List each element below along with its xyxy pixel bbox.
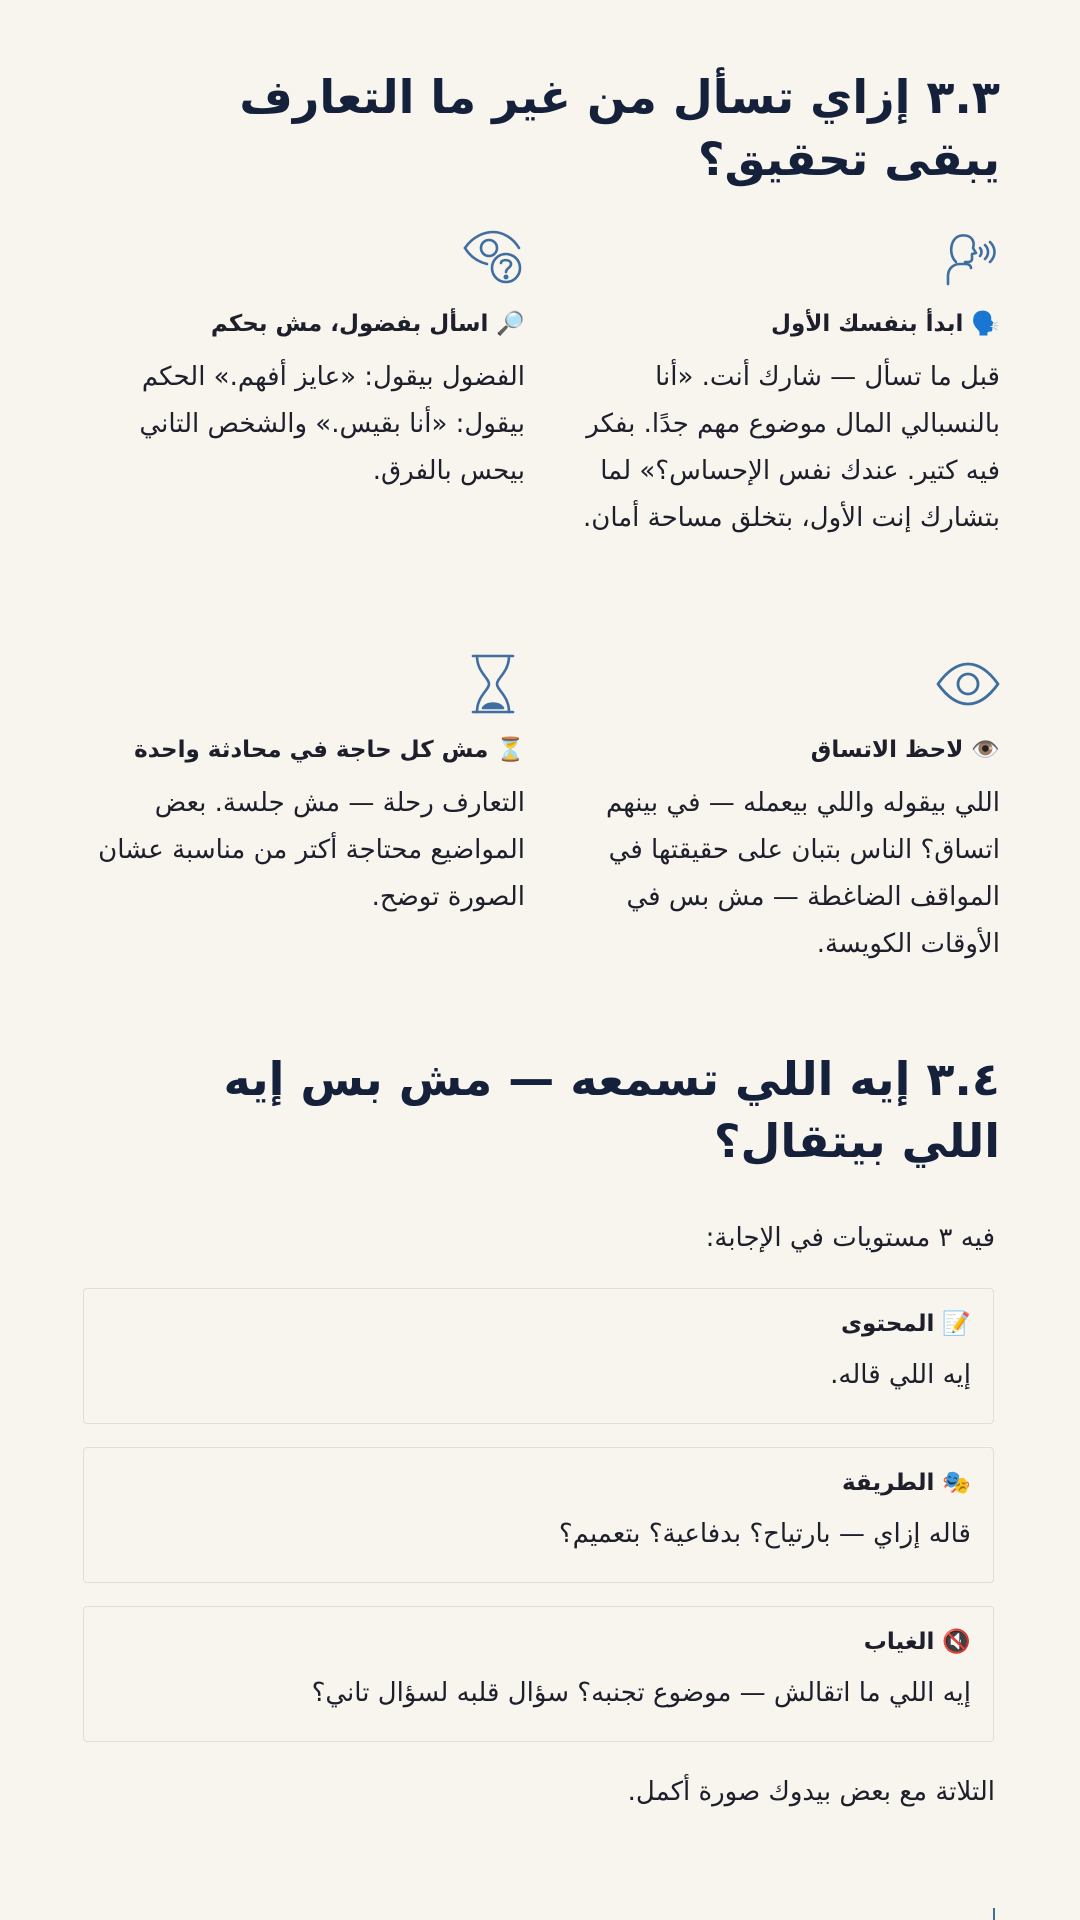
card-body: الفضول بيقول: «عايز أفهم.» الحكم بيقول: «أنا بقيس.» والشخص التاني بيحس بالفرق. xyxy=(139,362,525,486)
card-title: 🔎 اسأل بفضول، مش بحكم xyxy=(210,311,525,337)
card-body: التعارف رحلة — مش جلسة. بعض المواضيع محتاجة أكتر من مناسبة عشان الصورة توضح. xyxy=(98,788,525,912)
section-34-heading: ٣.٤ إيه اللي تسمعه — مش بس إيه اللي بيتقال؟ xyxy=(223,1052,1000,1168)
eye-icon xyxy=(936,652,1000,716)
tip-card-ask-with-curiosity xyxy=(85,226,525,495)
level-title: 📝 المحتوى xyxy=(840,1311,971,1337)
eye-question-icon xyxy=(461,226,525,290)
card-title: ⏳ مش كل حاجة في محادثة واحدة xyxy=(134,737,525,763)
speaking-person-icon xyxy=(936,226,1000,290)
levels-intro: فيه ٣ مستويات في الإجابة: xyxy=(705,1223,995,1253)
level-title: 🔇 الغياب xyxy=(863,1629,971,1655)
card-title: 👁️ لاحظ الاتساق xyxy=(810,737,1000,763)
level-title: 🎭 الطريقة xyxy=(841,1470,971,1496)
tip-card-notice-consistency xyxy=(560,652,1000,968)
level-body: قاله إزاي — بارتياح؟ بدفاعية؟ بتعميم؟ xyxy=(558,1519,971,1549)
level-body: إيه اللي ما اتقالش — موضوع تجنبه؟ سؤال قلبه لسؤال تاني؟ xyxy=(311,1678,971,1708)
level-box-absence xyxy=(83,1606,994,1742)
tip-card-start-with-yourself xyxy=(560,226,1000,542)
card-body: قبل ما تسأل — شارك أنت. «أنا بالنسبالي المال موضوع مهم جدًا. بفكر فيه كتير. عندك نفس الإحساس؟» لما بتشارك إنت الأول، بتخلق مساحة أمان. xyxy=(582,362,1000,533)
section-divider xyxy=(993,1908,995,1920)
level-body: إيه اللي قاله. xyxy=(830,1360,971,1390)
card-title: 🗣️ ابدأ بنفسك الأول xyxy=(770,311,1000,337)
card-body: اللي بيقوله واللي بيعمله — في بينهم اتساق؟ الناس بتبان على حقيقتها في المواقف الضاغطة — مش بس في الأوقات الكويسة. xyxy=(605,788,1000,959)
level-box-manner xyxy=(83,1447,994,1583)
level-box-content xyxy=(83,1288,994,1424)
tip-card-not-everything-at-once xyxy=(85,652,525,921)
hourglass-icon xyxy=(461,652,525,716)
section-33-heading: ٣.٣ إزاي تسأل من غير ما التعارف يبقى تحقيق؟ xyxy=(239,70,1000,186)
levels-outro: التلاتة مع بعض بيدوك صورة أكمل. xyxy=(627,1777,995,1807)
